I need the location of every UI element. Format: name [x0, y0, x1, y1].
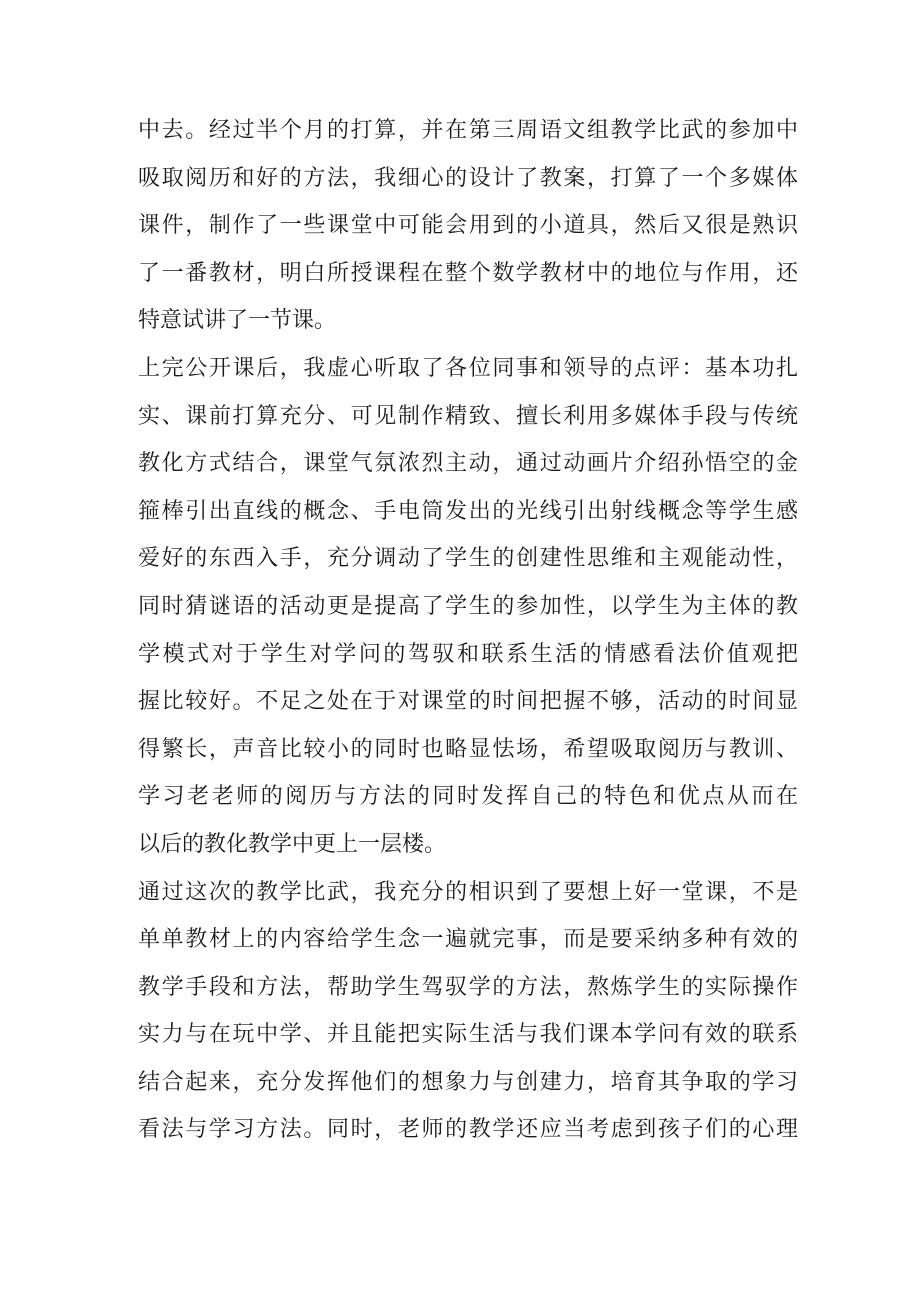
text-line: 中去。经过半个月的打算，并在第三周语文组教学比武的参加中: [138, 118, 798, 143]
text-line: 吸取阅历和好的方法，我细心的设计了教案，打算了一个多媒体: [138, 165, 798, 191]
text-line: 看法与学习方法。同时，老师的教学还应当考虑到孩子们的心理: [138, 1117, 798, 1143]
text-line: 结合起来，充分发挥他们的想象力与创建力，培育其争取的学习: [138, 1069, 798, 1095]
text-line: 学习老老师的阅历与方法的同时发挥自己的特色和优点从而在: [138, 784, 798, 810]
text-line: 课件，制作了一些课堂中可能会用到的小道具，然后又很是熟识: [138, 213, 798, 239]
text-line: 得繁长，声音比较小的同时也略显怯场，希望吸取阅历与教训、: [138, 736, 798, 762]
text-line: 教化方式结合，课堂气氛浓烈主动，通过动画片介绍孙悟空的金: [138, 451, 798, 477]
text-line: 箍棒引出直线的概念、手电筒发出的光线引出射线概念等学生感: [138, 498, 798, 524]
document-body: [138, 111, 798, 1158]
text-line: 握比较好。不足之处在于对课堂的时间把握不够，活动的时间显: [138, 689, 798, 715]
text-line: 同时猜谜语的活动更是提高了学生的参加性，以学生为主体的教: [138, 593, 798, 619]
text-line: 上完公开课后，我虚心听取了各位同事和领导的点评：基本功扎: [138, 355, 798, 381]
text-line: 爱好的东西入手，充分调动了学生的创建性思维和主观能动性，: [138, 546, 798, 572]
text-line: 实、课前打算充分、可见制作精致、擅长利用多媒体手段与传统: [138, 403, 798, 429]
text-line: 实力与在玩中学、并且能把实际生活与我们课本学问有效的联系: [138, 1022, 798, 1048]
text-line: 单单教材上的内容给学生念一遍就完事，而是要采纳多种有效的: [138, 927, 798, 953]
text-line: 通过这次的教学比武，我充分的相识到了要想上好一堂课，不是: [138, 879, 798, 905]
text-line: 了一番教材，明白所授课程在整个数学教材中的地位与作用，还: [138, 260, 798, 286]
text-line: 特意试讲了一节课。: [138, 308, 337, 334]
text-line: 教学手段和方法，帮助学生驾驭学的方法，熬炼学生的实际操作: [138, 974, 798, 1000]
text-line: 学模式对于学生对学问的驾驭和联系生活的情感看法价值观把: [138, 641, 798, 667]
text-line: 以后的教化教学中更上一层楼。: [138, 831, 447, 857]
